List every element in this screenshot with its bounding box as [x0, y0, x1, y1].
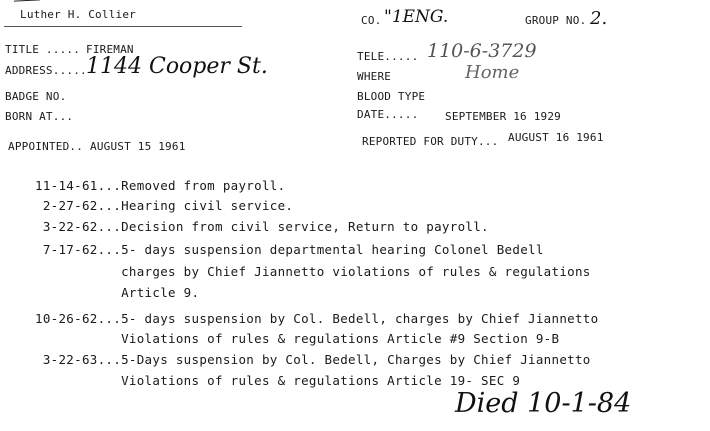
employee-name: Luther H. Collier — [20, 8, 136, 21]
address-value: 1144 Cooper St. — [86, 54, 268, 79]
address-label: ADDRESS..... — [5, 64, 87, 77]
reported-label: REPORTED FOR DUTY... — [362, 135, 499, 148]
reported-value: AUGUST 16 1961 — [508, 131, 604, 144]
blood-type-label: BLOOD TYPE — [357, 90, 426, 103]
appointed-value: AUGUST 15 1961 — [90, 140, 186, 153]
where-value: Home — [465, 62, 520, 83]
company-value: "1ENG. — [384, 7, 449, 27]
entry-line: 10-26-62...5- days suspension by Col. Bedell, charges by Chief Jiannetto — [35, 311, 599, 326]
title-value: FIREMAN — [86, 43, 134, 56]
company-label: CO. — [361, 14, 382, 27]
entry-line: Article 9. — [35, 285, 200, 300]
title-label: TITLE ..... — [5, 43, 81, 56]
date-label: DATE..... — [357, 108, 419, 121]
date-value: SEPTEMBER 16 1929 — [445, 110, 561, 123]
where-label: WHERE — [357, 70, 392, 83]
entry-line: Violations of rules & regulations Article #9 Section 9-B — [35, 331, 560, 346]
group-value: 2. — [590, 8, 608, 29]
entry-line: 2-27-62...Hearing civil service. — [35, 198, 294, 213]
entry-line: 3-22-62...Decision from civil service, Return to payroll. — [35, 219, 489, 234]
appointed-label: APPOINTED.. — [8, 140, 84, 153]
entry-line: 11-14-61...Removed from payroll. — [35, 178, 286, 193]
tele-value: 110-6-3729 — [427, 40, 537, 62]
born-label: BORN AT... — [5, 110, 74, 123]
entry-line: 7-17-62...5- days suspension departmental hearing Colonel Bedell — [35, 242, 544, 257]
badge-label: BADGE NO. — [5, 90, 67, 103]
entry-line: charges by Chief Jiannetto violations of rules & regulations — [35, 264, 591, 279]
died-note: Died 10-1-84 — [455, 388, 632, 419]
name-underline — [4, 26, 242, 27]
entry-line: Violations of rules & regulations Article 19- SEC 9 — [35, 373, 521, 388]
group-label: GROUP NO. — [525, 14, 587, 27]
tele-label: TELE..... — [357, 50, 419, 63]
entry-line: 3-22-63...5-Days suspension by Col. Bedell, Charges by Chief Jiannetto — [35, 352, 591, 367]
pen-mark — [14, 0, 40, 2]
